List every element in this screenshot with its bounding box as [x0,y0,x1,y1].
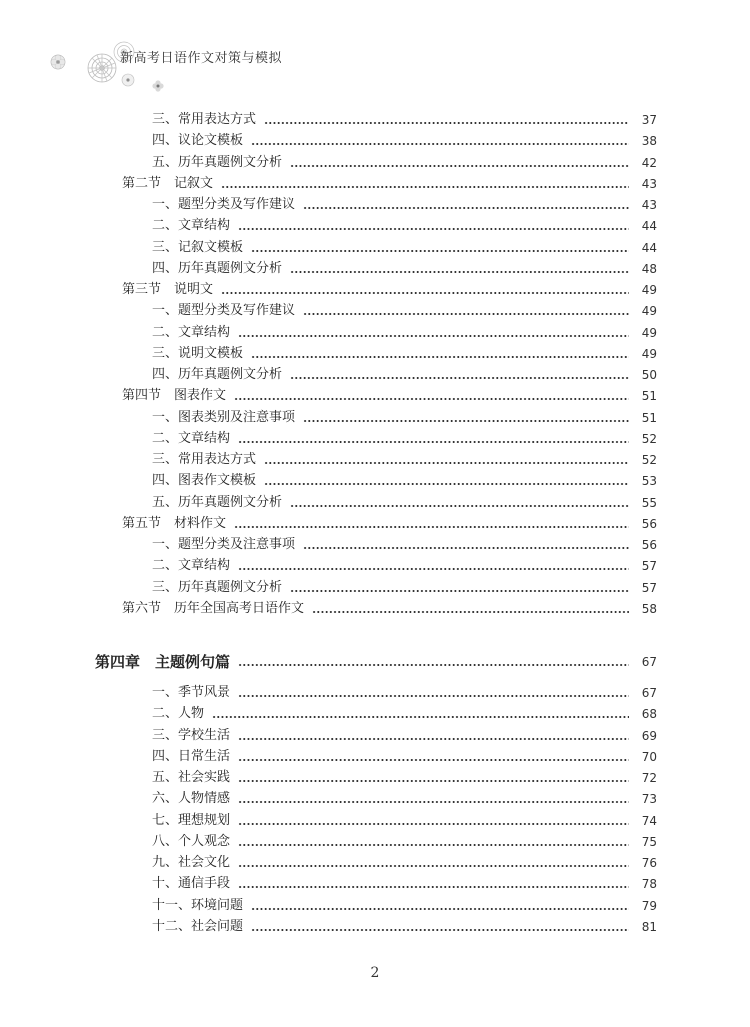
dot-leader [290,271,629,273]
dot-leader [290,377,629,379]
toc-entry-page: 76 [641,856,657,870]
dot-leader [264,483,629,485]
toc-entry-page: 69 [641,728,657,743]
toc-chapter-entry [95,652,657,672]
toc-entry-page: 49 [641,346,657,361]
toc-item-entry [152,301,657,321]
toc-entry-page: 53 [641,474,657,489]
dot-leader [290,505,629,507]
toc-entry-page: 67 [641,686,657,700]
toc-entry-label: 三、历年真题例文分析 [152,579,283,595]
dot-leader [238,801,629,803]
dot-leader [238,865,629,867]
toc-entry-label: 第三节 说明文 [122,282,214,297]
toc-entry-page: 67 [641,655,657,669]
dot-leader [221,292,629,294]
toc-entry-page: 70 [641,749,657,764]
toc-entry-page: 43 [641,198,657,212]
toc-item-entry [152,110,657,130]
dot-leader [251,250,629,252]
toc-section-entry [122,174,657,194]
dot-leader [238,780,629,782]
toc-section-entry [122,599,657,619]
toc-entry-page: 42 [641,155,657,170]
dot-leader [238,759,629,761]
toc-entry-page: 43 [641,176,657,191]
toc-entry-label: 一、题型分类及写作建议 [152,197,296,212]
toc-item-entry [152,216,657,236]
toc-item-entry [152,874,657,894]
toc-entry-page: 38 [641,134,657,149]
dot-leader [303,313,629,315]
toc-entry-page: 44 [641,219,657,234]
dot-leader [290,590,629,592]
toc-entry-label: 三、常用表达方式 [152,452,257,467]
toc-entry-label: 一、季节风景 [152,685,231,700]
toc-entry-label: 四、图表作文模板 [152,473,257,489]
dot-leader [238,568,629,570]
toc-entry-page: 78 [641,877,657,892]
toc-item-entry [152,747,657,767]
toc-item-entry [152,789,657,809]
toc-item-entry [152,131,657,151]
toc-entry-page: 56 [641,538,657,552]
toc-item-entry [152,493,657,513]
toc-item-entry [152,259,657,279]
toc-entry-label: 三、说明文模板 [152,345,244,361]
dot-leader [290,165,629,167]
toc-entry-page: 44 [641,240,657,255]
dot-leader [303,547,629,549]
toc-entry-page: 49 [641,325,657,340]
toc-entry-page: 51 [641,410,657,425]
dot-leader [264,462,629,464]
toc-item-entry [152,917,657,937]
toc-entry-page: 37 [641,113,657,127]
dot-leader [251,908,629,910]
toc-item-entry [152,408,657,428]
toc-item-entry [152,323,657,343]
toc-entry-label: 七、理想规划 [152,812,231,828]
toc-section-entry [122,514,657,534]
toc-entry-label: 一、图表类别及注意事项 [152,409,296,425]
toc-section-entry [122,386,657,406]
toc-item-entry [152,853,657,873]
dot-leader [234,526,629,528]
dot-leader [234,398,629,400]
toc-entry-page: 52 [641,453,657,467]
toc-entry-label: 二、文章结构 [152,218,231,234]
toc-entry-label: 二、文章结构 [152,430,231,446]
toc-entry-label: 四、议论文模板 [152,133,244,149]
toc-entry-label: 三、学校生活 [152,727,231,743]
toc-entry-page: 57 [641,559,657,574]
toc-item-entry [152,238,657,258]
toc-item-entry [152,450,657,470]
toc-entry-label: 第六节 历年全国高考日语作文 [122,600,305,616]
toc-entry-page: 49 [641,283,657,297]
toc-entry-label: 第四章 主题例句篇 [95,653,231,671]
toc-entry-label: 十一、环境问题 [152,897,244,913]
toc-entry-page: 68 [641,707,657,722]
toc-entry-page: 58 [641,601,657,616]
toc-entry-label: 二、文章结构 [152,324,231,340]
toc-entry-label: 十二、社会问题 [152,918,244,934]
dot-leader [312,611,629,613]
toc-item-entry [152,683,657,703]
toc-item-entry [152,429,657,449]
toc-entry-label: 二、人物 [152,706,205,722]
toc-item-entry [152,471,657,491]
toc-entry-page: 52 [641,431,657,446]
dot-leader [264,122,629,124]
book-title: 新高考日语作文对策与模拟 [120,51,283,66]
toc-entry-label: 五、历年真题例文分析 [152,494,283,510]
toc-entry-label: 四、历年真题例文分析 [152,260,283,276]
page-number: 2 [370,965,380,981]
toc-entry-label: 第五节 材料作文 [122,515,227,531]
dot-leader [251,929,629,931]
toc-item-entry [152,344,657,364]
toc-entry-page: 79 [641,898,657,913]
toc-entry-page: 72 [641,771,657,785]
dot-leader [251,356,629,358]
toc-entry-page: 50 [641,368,657,382]
toc-entry-page: 49 [641,304,657,319]
dot-leader [303,420,629,422]
toc-entry-label: 三、记叙文模板 [152,239,244,255]
toc-entry-label: 一、题型分类及注意事项 [152,537,296,552]
toc-item-entry [152,195,657,215]
toc-entry-page: 51 [641,389,657,404]
toc-item-entry [152,811,657,831]
toc-entry-label: 三、常用表达方式 [152,112,257,127]
toc-item-entry [152,578,657,598]
dot-leader [238,823,629,825]
toc-entry-page: 55 [641,495,657,510]
toc-section-entry [122,280,657,300]
dot-leader [303,207,629,209]
toc-entry-label: 十、通信手段 [152,876,231,892]
toc-item-entry [152,768,657,788]
toc-entry-label: 六、人物情感 [152,791,231,807]
toc-entry-page: 74 [641,813,657,828]
toc-item-entry [152,832,657,852]
toc-entry-page: 57 [641,580,657,595]
dot-leader [238,228,629,230]
toc-entry-label: 八、个人观念 [152,833,231,849]
dot-leader [238,335,629,337]
dot-leader [251,143,629,145]
toc-item-entry [152,535,657,555]
dot-leader [238,441,629,443]
dot-leader [238,844,629,846]
toc-item-entry [152,704,657,724]
toc-entry-label: 二、文章结构 [152,558,231,574]
toc-entry-label: 四、日常生活 [152,748,231,764]
toc-entry-page: 73 [641,792,657,807]
dot-leader [238,664,629,666]
toc-item-entry [152,556,657,576]
toc-item-entry [152,365,657,385]
toc-entry-label: 第二节 记叙文 [122,175,214,191]
toc-item-entry [152,896,657,916]
page-header [0,0,750,110]
toc-entry-label: 一、题型分类及写作建议 [152,303,296,319]
toc-item-entry [152,153,657,173]
toc-entry-label: 五、历年真题例文分析 [152,154,283,170]
toc-entry-page: 48 [641,261,657,276]
dot-leader [221,186,629,188]
toc-entry-page: 81 [641,919,657,934]
dot-leader [238,738,629,740]
dot-leader [238,886,629,888]
toc-item-entry [152,726,657,746]
dot-leader [212,716,629,718]
toc-entry-label: 第四节 图表作文 [122,388,227,404]
toc-entry-label: 九、社会文化 [152,855,231,870]
toc-entry-label: 四、历年真题例文分析 [152,367,283,382]
dot-leader [238,695,629,697]
toc-entry-page: 75 [641,834,657,849]
toc-entry-label: 五、社会实践 [152,770,231,785]
toc-entry-page: 56 [641,516,657,531]
